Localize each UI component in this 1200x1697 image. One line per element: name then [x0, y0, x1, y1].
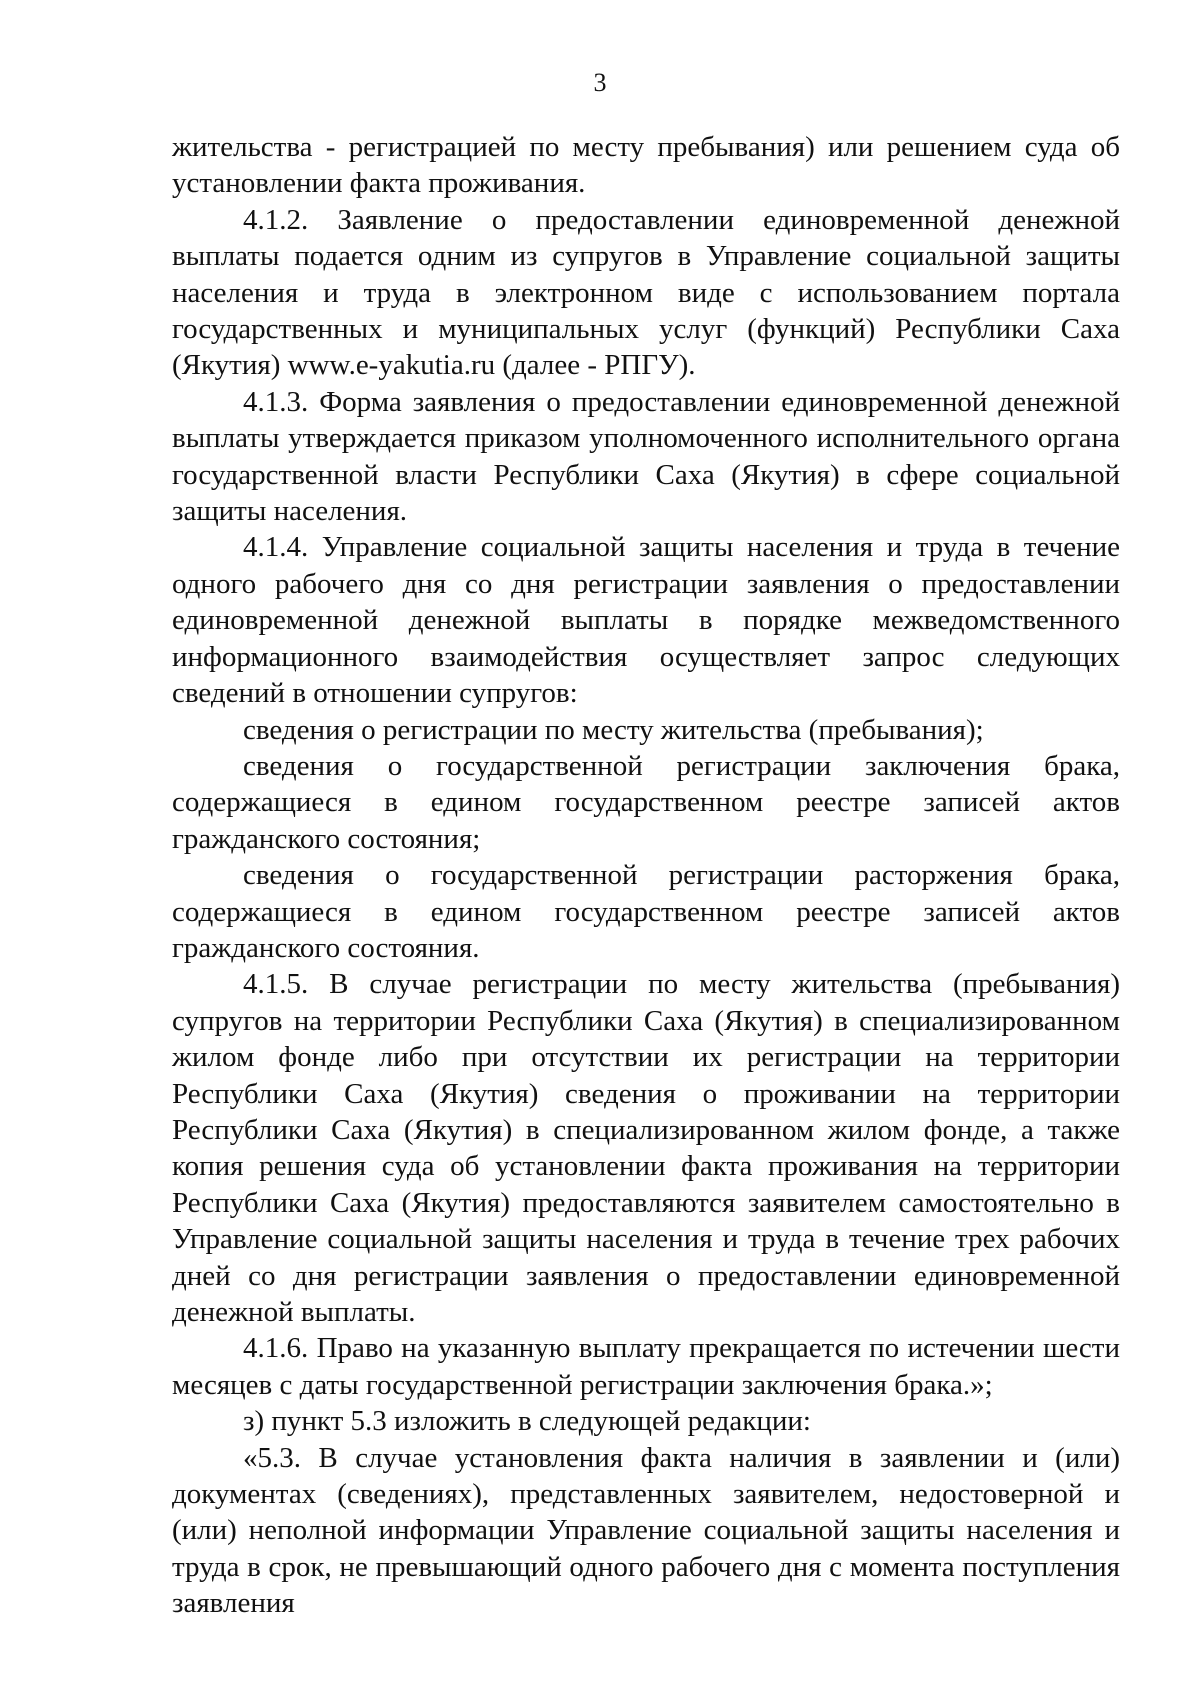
paragraph-4-1-4: 4.1.4. Управление социальной защиты населения и труда в течение одного рабочего дня со дня регистрации заявления о предоставлении единовременной денежной выплаты в порядке межведомственного информационного взаимодействия осуществляет запрос следующих сведений в отношении супругов: [172, 531, 1120, 710]
paragraph-4-1-6: 4.1.6. Право на указанную выплату прекращается по истечении шести месяцев с даты государственной регистрации заключения брака.»; [172, 1332, 1120, 1401]
paragraph-4-1-5: 4.1.5. В случае регистрации по месту жительства (пребывания) супругов на территории Республики Саха (Якутия) в специализированном жилом фонде либо при отсутствии их регистрации на территории Республики Саха (Якутия) сведения о проживании на территории Республики Саха (Якутия) в специализированном жилом фонде, а также копия решения суда об установлении факта проживания на территории Республики Саха (Якутия) предоставляются заявителем самостоятельно в Управление социальной защиты населения и труда в течение трех рабочих дней со дня регистрации заявления о предоставлении единовременной денежной выплаты. [172, 968, 1120, 1328]
paragraph-amendment-z: з) пункт 5.3 изложить в следующей редакции: [243, 1405, 811, 1438]
paragraph-4-1-2: 4.1.2. Заявление о предоставлении единовременной денежной выплаты подается одним из супругов в Управление социальной защиты населения и труда в электронном виде с использованием портала государственных и муниципальных услуг (функций) Республики Саха (Якутия) www.e-yakutia.ru (далее - РПГУ). [172, 203, 1120, 382]
paragraph-5-3: «5.3. В случае установления факта наличия в заявлении и (или) документах (сведениях), представленных заявителем, недостоверной и (или) неполной информации Управление социальной защиты населения и труда в срок, не превышающий одного рабочего дня с момента поступления заявления [172, 1441, 1120, 1620]
paragraph-marriage-registration: сведения о государственной регистрации заключения брака, содержащиеся в едином государственном реестре записей актов гражданского состояния; [172, 749, 1120, 855]
paragraph-residence-info: сведения о регистрации по месту жительства (пребывания); [243, 713, 984, 746]
page-number: 3 [593, 68, 607, 97]
paragraph-4-1-3: 4.1.3. Форма заявления о предоставлении единовременной денежной выплаты утверждается приказом уполномоченного исполнительного органа государственной власти Республики Саха (Якутия) в сфере социальной защиты населения. [172, 385, 1120, 528]
document-body [172, 129, 1120, 1622]
paragraph-continuation: жительства - регистрацией по месту пребывания) или решением суда об установлении факта проживания. [172, 131, 1120, 200]
paragraph-divorce-registration: сведения о государственной регистрации расторжения брака, содержащиеся в едином государственном реестре записей актов гражданского состояния. [172, 859, 1120, 964]
